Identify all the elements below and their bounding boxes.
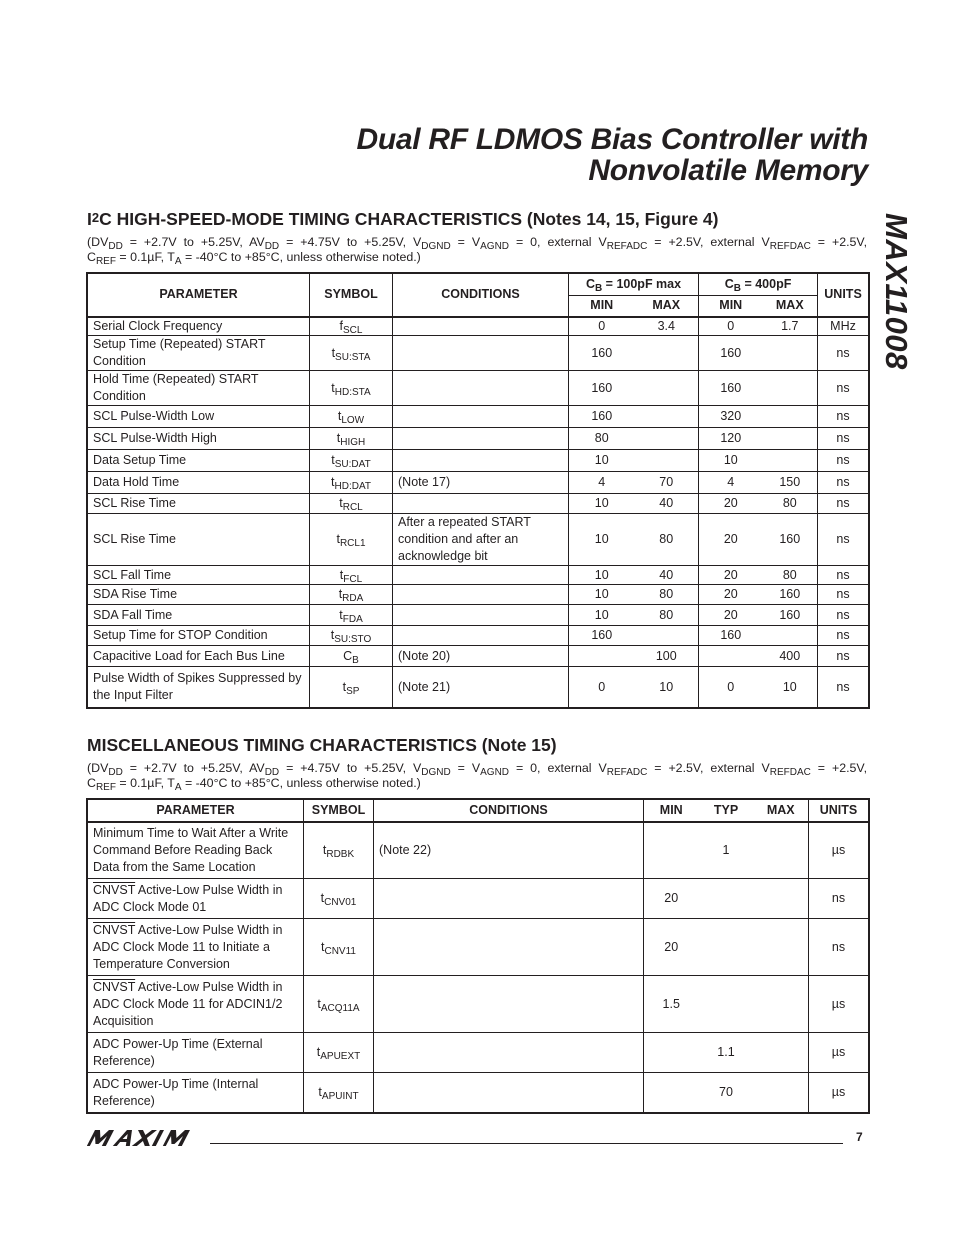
table-row	[88, 472, 869, 494]
units-cell: ns	[818, 585, 869, 605]
part-number-side: MAX11008	[879, 213, 914, 370]
max-400pf-cell	[763, 626, 818, 646]
symbol-cell: $t_{RCL}$	[310, 494, 393, 514]
max-100pf-cell	[635, 336, 699, 371]
table-row	[88, 585, 869, 605]
min-100pf-cell	[569, 646, 635, 667]
min-400pf-cell: 160	[699, 336, 763, 371]
symbol-cell: $t_{APUEXT}$	[304, 1033, 374, 1073]
title-line-2: Nonvolatile Memory	[588, 154, 868, 187]
table-row	[88, 646, 869, 667]
table-row	[88, 494, 869, 514]
units-cell: ns	[818, 450, 869, 472]
min-100pf-cell: 0	[569, 317, 635, 336]
min-400pf-cell: 160	[699, 371, 763, 406]
parameter-cell: Pulse Width of Spikes Suppressed by the Input Filter	[88, 667, 310, 708]
table-row	[88, 336, 869, 371]
typ-cell	[699, 976, 754, 1033]
parameter-cell: ADC Power-Up Time (External Reference)	[88, 1033, 304, 1073]
units-cell: ns	[809, 879, 869, 919]
units-cell: ns	[818, 428, 869, 450]
min-100pf-cell: 4	[569, 472, 635, 494]
min-400pf-cell: 4	[699, 472, 763, 494]
max-100pf-cell: 80	[635, 514, 699, 566]
typ-cell	[699, 919, 754, 976]
parameter-cell: Capacitive Load for Each Bus Line	[88, 646, 310, 667]
table-row	[88, 626, 869, 646]
col-units: UNITS	[809, 800, 869, 822]
units-cell: ns	[818, 336, 869, 371]
conditions-cell	[374, 919, 644, 976]
parameter-cell: SCL Pulse-Width High	[88, 428, 310, 450]
max-400pf-cell: 400	[763, 646, 818, 667]
max-cell	[754, 976, 809, 1033]
conditions-cell	[393, 626, 569, 646]
symbol-cell: $t_{FDA}$	[310, 605, 393, 626]
symbol-cell: $t_{ACQ11A}$	[304, 976, 374, 1033]
table-row	[88, 428, 869, 450]
conditions-cell	[393, 336, 569, 371]
max-400pf-cell: 1.7	[763, 317, 818, 336]
col-parameter: PARAMETER	[88, 274, 310, 317]
conditions-cell: (Note 21)	[393, 667, 569, 708]
min-400pf-cell: 20	[699, 494, 763, 514]
max-cell	[754, 822, 809, 879]
parameter-cell: SCL Fall Time	[88, 566, 310, 585]
max-400pf-cell	[763, 371, 818, 406]
units-cell: µs	[809, 1033, 869, 1073]
max-cell	[754, 1073, 809, 1113]
min-400pf-cell: 10	[699, 450, 763, 472]
table-row	[88, 514, 869, 566]
col-max-1: MAX	[635, 296, 699, 317]
max-100pf-cell: 80	[635, 585, 699, 605]
conditions-cell	[393, 450, 569, 472]
parameter-cell: ADC Power-Up Time (Internal Reference)	[88, 1073, 304, 1113]
max-400pf-cell	[763, 450, 818, 472]
conditions-cell: After a repeated START condition and after an acknowledge bit	[393, 514, 569, 566]
footer-rule	[210, 1143, 843, 1144]
max-400pf-cell: 10	[763, 667, 818, 708]
symbol-cell: $C_B$	[310, 646, 393, 667]
table-row	[88, 1073, 869, 1113]
conditions-cell	[393, 494, 569, 514]
units-cell: ns	[818, 626, 869, 646]
typ-cell	[699, 879, 754, 919]
section1-title: $I^2C$ HIGH-SPEED-MODE TIMING CHARACTERISTICS (Notes 14, 15, Figure 4)	[87, 209, 719, 229]
min-400pf-cell	[699, 646, 763, 667]
max-400pf-cell: 150	[763, 472, 818, 494]
units-cell: ns	[818, 646, 869, 667]
max-100pf-cell: 70	[635, 472, 699, 494]
table-row	[88, 667, 869, 708]
max-100pf-cell: 3.4	[635, 317, 699, 336]
parameter-cell: SCL Pulse-Width Low	[88, 406, 310, 428]
min-400pf-cell: 0	[699, 667, 763, 708]
min-100pf-cell: 10	[569, 450, 635, 472]
units-cell: ns	[818, 667, 869, 708]
col-symbol: SYMBOL	[304, 800, 374, 822]
units-cell: ns	[818, 514, 869, 566]
symbol-cell: $t_{SU:STO}$	[310, 626, 393, 646]
i2c-timing-table	[87, 273, 869, 708]
max-100pf-cell: 100	[635, 646, 699, 667]
max-400pf-cell: 160	[763, 605, 818, 626]
min-100pf-cell: 10	[569, 605, 635, 626]
max-100pf-cell	[635, 626, 699, 646]
misc-timing-table	[87, 799, 869, 1113]
parameter-cell: SDA Rise Time	[88, 585, 310, 605]
typ-cell: 1	[699, 822, 754, 879]
conditions-cell	[393, 406, 569, 428]
min-cell	[644, 822, 699, 879]
section1-conditions: ($DV_{DD} = +2.7V$ to +5.25V, $AV_{DD} = +4.75V$ to +5.25V, $V_{DGND} = V_{AGND} = 0$, external $V_{REFADC} = +2.5V$, external $V_{REFDAC} = +2.5V$, $C_{REF} = 0.1\mu F$, $T_A = -40^\circ C$ to +85°C, unless otherwise noted.)	[87, 235, 868, 267]
symbol-cell: $f_{SCL}$	[310, 317, 393, 336]
table-row	[88, 1033, 869, 1073]
table-row	[88, 605, 869, 626]
max-100pf-cell: 80	[635, 605, 699, 626]
col-cb-400pf: $C_B = 400pF$	[699, 274, 818, 296]
min-100pf-cell: 160	[569, 336, 635, 371]
parameter-cell: CNVST Active-Low Pulse Width in ADC Clock Mode 11 to Initiate a Temperature Conversion	[88, 919, 304, 976]
col-parameter: PARAMETER	[88, 800, 304, 822]
max-cell	[754, 879, 809, 919]
max-100pf-cell	[635, 371, 699, 406]
min-cell	[644, 1073, 699, 1113]
symbol-cell: $t_{HD:STA}$	[310, 371, 393, 406]
symbol-cell: $t_{FCL}$	[310, 566, 393, 585]
units-cell: µs	[809, 976, 869, 1033]
symbol-cell: $t_{RDBK}$	[304, 822, 374, 879]
symbol-cell: $t_{RDA}$	[310, 585, 393, 605]
col-min: MIN	[644, 800, 699, 822]
table-row	[88, 822, 869, 879]
max-400pf-cell: 80	[763, 566, 818, 585]
units-cell: µs	[809, 1073, 869, 1113]
parameter-cell: Hold Time (Repeated) START Condition	[88, 371, 310, 406]
title-line-1: Dual RF LDMOS Bias Controller with	[356, 123, 868, 156]
conditions-cell	[393, 605, 569, 626]
parameter-cell: SDA Fall Time	[88, 605, 310, 626]
conditions-cell	[393, 317, 569, 336]
conditions-cell	[393, 428, 569, 450]
max-400pf-cell: 160	[763, 585, 818, 605]
units-cell: ns	[809, 919, 869, 976]
symbol-cell: $t_{RCL1}$	[310, 514, 393, 566]
max-400pf-cell	[763, 336, 818, 371]
typ-cell: 1.1	[699, 1033, 754, 1073]
parameter-cell: Serial Clock Frequency	[88, 317, 310, 336]
conditions-cell	[374, 1033, 644, 1073]
section2-conditions: ($DV_{DD} = +2.7V$ to +5.25V, $AV_{DD} = +4.75V$ to +5.25V, $V_{DGND} = V_{AGND} = 0$, external $V_{REFADC} = +2.5V$, external $V_{REFDAC} = +2.5V$, $C_{REF} = 0.1\mu F$, $T_A = -40^\circ C$ to +85°C, unless otherwise noted.)	[87, 761, 868, 793]
table-row	[88, 879, 869, 919]
min-100pf-cell: 10	[569, 585, 635, 605]
max-100pf-cell	[635, 428, 699, 450]
min-100pf-cell: 160	[569, 371, 635, 406]
min-100pf-cell: 160	[569, 406, 635, 428]
parameter-cell: Data Hold Time	[88, 472, 310, 494]
min-cell: 1.5	[644, 976, 699, 1033]
symbol-cell: $t_{CNV01}$	[304, 879, 374, 919]
section2-title: MISCELLANEOUS TIMING CHARACTERISTICS (Note 15)	[87, 735, 557, 755]
min-100pf-cell: 10	[569, 514, 635, 566]
parameter-cell: Minimum Time to Wait After a Write Command Before Reading Back Data from the Same Location	[88, 822, 304, 879]
table-row	[88, 406, 869, 428]
max-400pf-cell: 160	[763, 514, 818, 566]
units-cell: ns	[818, 566, 869, 585]
units-cell: ns	[818, 494, 869, 514]
col-cb-100pf: $C_B = 100pF$ max	[569, 274, 699, 296]
max-cell	[754, 919, 809, 976]
page-number: 7	[856, 1130, 863, 1144]
max-400pf-cell: 80	[763, 494, 818, 514]
symbol-cell: $t_{HD:DAT}$	[310, 472, 393, 494]
symbol-cell: $t_{CNV11}$	[304, 919, 374, 976]
units-cell: ns	[818, 371, 869, 406]
min-cell	[644, 1033, 699, 1073]
col-min-2: MIN	[699, 296, 763, 317]
parameter-cell: CNVST Active-Low Pulse Width in ADC Clock Mode 11 for ADCIN1/2 Acquisition	[88, 976, 304, 1033]
col-conditions: CONDITIONS	[393, 274, 569, 317]
parameter-cell: CNVST Active-Low Pulse Width in ADC Clock Mode 01	[88, 879, 304, 919]
col-max-2: MAX	[763, 296, 818, 317]
table-row	[88, 919, 869, 976]
max-100pf-cell: 10	[635, 667, 699, 708]
min-100pf-cell: 10	[569, 494, 635, 514]
max-100pf-cell	[635, 406, 699, 428]
max-400pf-cell	[763, 428, 818, 450]
conditions-cell	[374, 879, 644, 919]
conditions-cell	[393, 585, 569, 605]
conditions-cell	[393, 371, 569, 406]
parameter-cell: SCL Rise Time	[88, 494, 310, 514]
col-units: UNITS	[818, 274, 869, 317]
parameter-cell: SCL Rise Time	[88, 514, 310, 566]
symbol-cell: $t_{SU:DAT}$	[310, 450, 393, 472]
min-400pf-cell: 320	[699, 406, 763, 428]
conditions-cell: (Note 20)	[393, 646, 569, 667]
col-typ: TYP	[699, 800, 754, 822]
table-row	[88, 317, 869, 336]
table-row	[88, 566, 869, 585]
max-cell	[754, 1033, 809, 1073]
units-cell: MHz	[818, 317, 869, 336]
symbol-cell: $t_{SP}$	[310, 667, 393, 708]
units-cell: ns	[818, 406, 869, 428]
min-cell: 20	[644, 919, 699, 976]
maxim-logo	[87, 1130, 199, 1146]
page-title	[357, 124, 869, 186]
symbol-cell: $t_{APUINT}$	[304, 1073, 374, 1113]
min-400pf-cell: 120	[699, 428, 763, 450]
units-cell: ns	[818, 472, 869, 494]
min-cell: 20	[644, 879, 699, 919]
max-100pf-cell: 40	[635, 494, 699, 514]
conditions-cell: (Note 17)	[393, 472, 569, 494]
symbol-cell: $t_{LOW}$	[310, 406, 393, 428]
typ-cell: 70	[699, 1073, 754, 1113]
col-max: MAX	[754, 800, 809, 822]
min-400pf-cell: 20	[699, 566, 763, 585]
min-400pf-cell: 20	[699, 585, 763, 605]
min-100pf-cell: 160	[569, 626, 635, 646]
conditions-cell	[393, 566, 569, 585]
symbol-cell: $t_{HIGH}$	[310, 428, 393, 450]
conditions-cell	[374, 976, 644, 1033]
units-cell: ns	[818, 605, 869, 626]
conditions-cell	[374, 1073, 644, 1113]
min-100pf-cell: 0	[569, 667, 635, 708]
units-cell: µs	[809, 822, 869, 879]
conditions-cell: (Note 22)	[374, 822, 644, 879]
col-conditions: CONDITIONS	[374, 800, 644, 822]
max-100pf-cell: 40	[635, 566, 699, 585]
min-400pf-cell: 20	[699, 514, 763, 566]
parameter-cell: Data Setup Time	[88, 450, 310, 472]
table-row	[88, 976, 869, 1033]
table-row	[88, 450, 869, 472]
symbol-cell: $t_{SU:STA}$	[310, 336, 393, 371]
min-400pf-cell: 20	[699, 605, 763, 626]
max-100pf-cell	[635, 450, 699, 472]
min-100pf-cell: 10	[569, 566, 635, 585]
col-symbol: SYMBOL	[310, 274, 393, 317]
parameter-cell: Setup Time for STOP Condition	[88, 626, 310, 646]
parameter-cell: Setup Time (Repeated) START Condition	[88, 336, 310, 371]
min-400pf-cell: 0	[699, 317, 763, 336]
min-100pf-cell: 80	[569, 428, 635, 450]
col-min-1: MIN	[569, 296, 635, 317]
min-400pf-cell: 160	[699, 626, 763, 646]
table-row	[88, 371, 869, 406]
max-400pf-cell	[763, 406, 818, 428]
